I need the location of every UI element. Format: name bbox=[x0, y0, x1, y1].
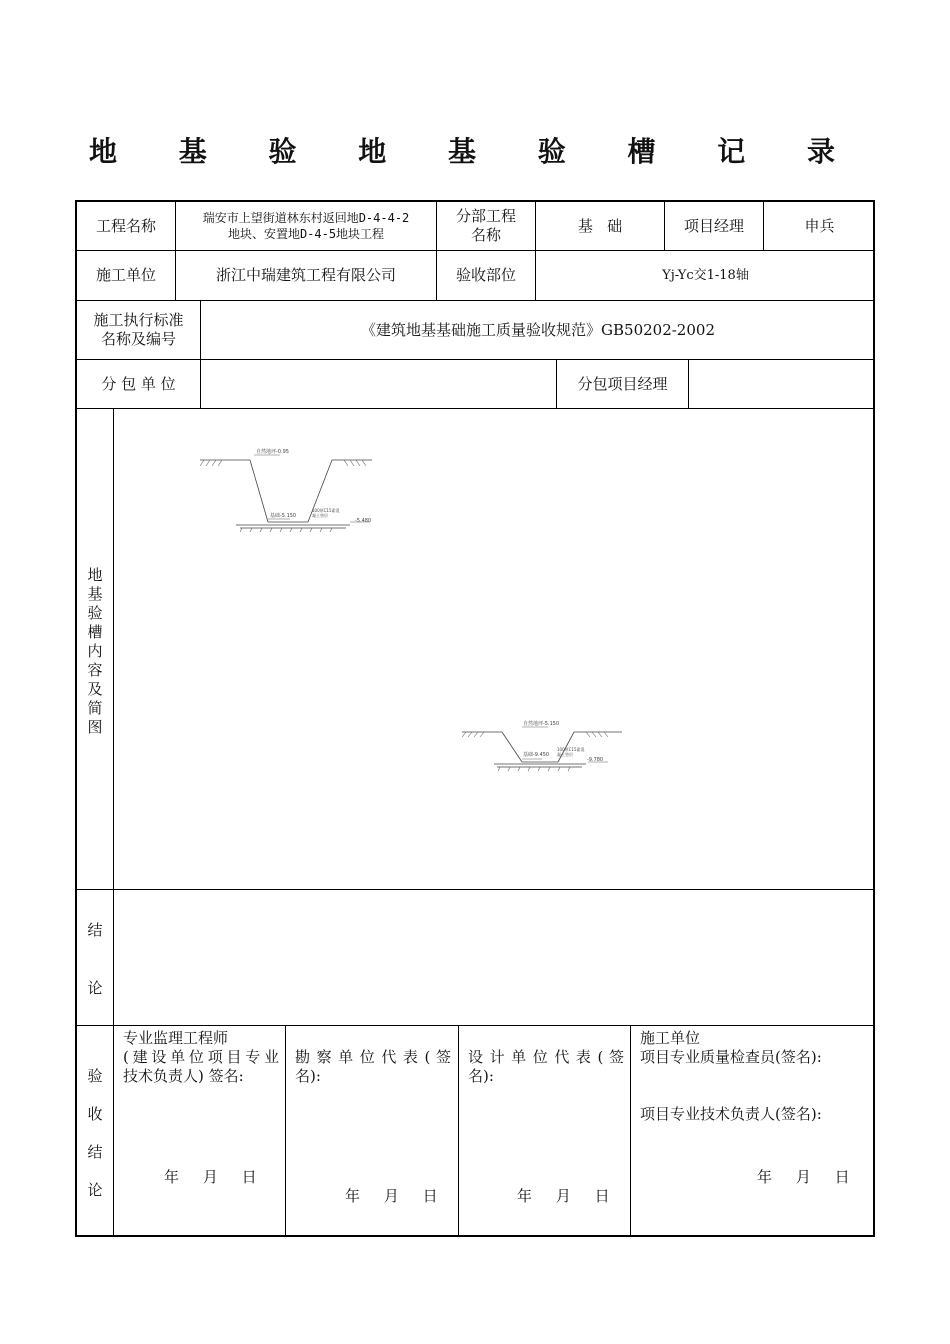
row-divider bbox=[77, 408, 875, 409]
acceptance-part-value: Yj-Yc交1-18轴 bbox=[662, 268, 749, 283]
survey-signature-block[interactable] bbox=[295, 1048, 451, 1086]
content-section-label: 地基验槽内容及简图 bbox=[87, 566, 103, 736]
construction-line-2: 项目专业质量检查员(签名): bbox=[640, 1048, 822, 1066]
design-signature-block[interactable] bbox=[468, 1048, 624, 1086]
standard-label bbox=[77, 301, 200, 359]
supervisor-line-3: 技术负责人) 签名: bbox=[123, 1067, 244, 1085]
construction-line-1: 施工单位 bbox=[640, 1029, 701, 1047]
col-divider bbox=[285, 1025, 286, 1237]
acceptance-label-char: 结 bbox=[87, 1143, 103, 1161]
supervisor-line-1: 专业监理工程师 bbox=[123, 1029, 229, 1047]
project-name-line-2: 地块、安置地D-4-5地块工程 bbox=[227, 227, 385, 241]
subcontract-manager-label: 分包项目经理 bbox=[577, 374, 668, 393]
survey-line-1: 勘 察 单 位 代 表 ( 签 bbox=[295, 1048, 451, 1066]
conclusion-value[interactable] bbox=[114, 890, 875, 1025]
inspection-form bbox=[75, 200, 875, 1237]
construction-unit-value: 浙江中瑞建筑工程有限公司 bbox=[215, 266, 396, 284]
construction-unit-label: 施工单位 bbox=[95, 266, 156, 284]
sub-project-label bbox=[437, 202, 535, 250]
construction-date[interactable]: 年 月 日 bbox=[757, 1168, 850, 1186]
sub-project-label-line-2: 名称 bbox=[470, 226, 501, 244]
sketch-1-top-label: 自然地坪-0.95 bbox=[256, 449, 289, 455]
supervisor-line-2: (建设单位项目专业 bbox=[123, 1048, 279, 1066]
sub-project-label-line-1: 分部工程 bbox=[455, 207, 516, 225]
standard-label-line-2: 名称及编号 bbox=[100, 330, 176, 348]
subcontract-manager-value[interactable] bbox=[689, 360, 875, 408]
sketch-1-bottom-label: 基础-5.150 bbox=[270, 513, 297, 519]
design-date[interactable]: 年 月 日 bbox=[517, 1187, 610, 1205]
sketch-2-right-label-2: -9.780 bbox=[587, 757, 604, 763]
subcontract-value[interactable] bbox=[201, 360, 556, 408]
standard-value: 《建筑地基基础施工质量验收规范》GB50202-2002 bbox=[361, 320, 715, 339]
acceptance-label-char: 验 bbox=[87, 1067, 103, 1085]
col-divider bbox=[630, 1025, 631, 1237]
construction-signature-block[interactable] bbox=[640, 1029, 870, 1124]
project-manager-value: 申兵 bbox=[804, 216, 835, 235]
standard-label-line-1: 施工执行标准 bbox=[93, 311, 184, 329]
project-name-line-1: 瑞安市上望街道林东村返回地D-4-4-2 bbox=[202, 211, 410, 225]
supervisor-date[interactable]: 年 月 日 bbox=[164, 1168, 257, 1186]
sketch-2-bottom-label: 基础-9.450 bbox=[523, 752, 550, 758]
construction-line-3: 项目专业技术负责人(签名): bbox=[640, 1105, 822, 1123]
design-line-2: 名): bbox=[468, 1067, 494, 1085]
project-manager-label: 项目经理 bbox=[683, 216, 744, 235]
conclusion-label-2: 论 bbox=[87, 979, 103, 997]
design-line-1: 设 计 单 位 代 表 ( 签 bbox=[468, 1048, 624, 1066]
sketch-1-right-label-2: -5.480 bbox=[355, 518, 372, 524]
foundation-trench-sketch-2 bbox=[462, 722, 662, 792]
col-divider bbox=[458, 1025, 459, 1237]
survey-line-2: 名): bbox=[295, 1067, 321, 1085]
col-divider bbox=[113, 408, 114, 1237]
page-title: 地 基 验 地 基 验 槽 记 录 bbox=[89, 135, 861, 168]
subcontract-label: 分 包 单 位 bbox=[101, 374, 176, 393]
sketch-2-top-label: 自然地坪-5.150 bbox=[523, 721, 560, 727]
project-name-value bbox=[176, 202, 436, 250]
conclusion-label-1: 结 bbox=[87, 921, 103, 939]
acceptance-label-char: 收 bbox=[87, 1105, 103, 1123]
sub-project-value: 基 础 bbox=[577, 216, 623, 235]
project-name-label: 工程名称 bbox=[95, 216, 156, 235]
sketch-1-right-label-1: 100厚C15素混凝土垫层 bbox=[312, 508, 340, 518]
acceptance-part-label: 验收部位 bbox=[455, 266, 516, 284]
survey-date[interactable]: 年 月 日 bbox=[345, 1187, 438, 1205]
foundation-trench-sketch-1 bbox=[200, 450, 400, 540]
acceptance-label-char: 论 bbox=[87, 1181, 103, 1199]
sketch-2-right-label-1: 100厚C15素混凝土垫层 bbox=[557, 747, 585, 757]
row-divider bbox=[77, 1025, 875, 1026]
supervisor-signature-block[interactable] bbox=[123, 1029, 279, 1086]
